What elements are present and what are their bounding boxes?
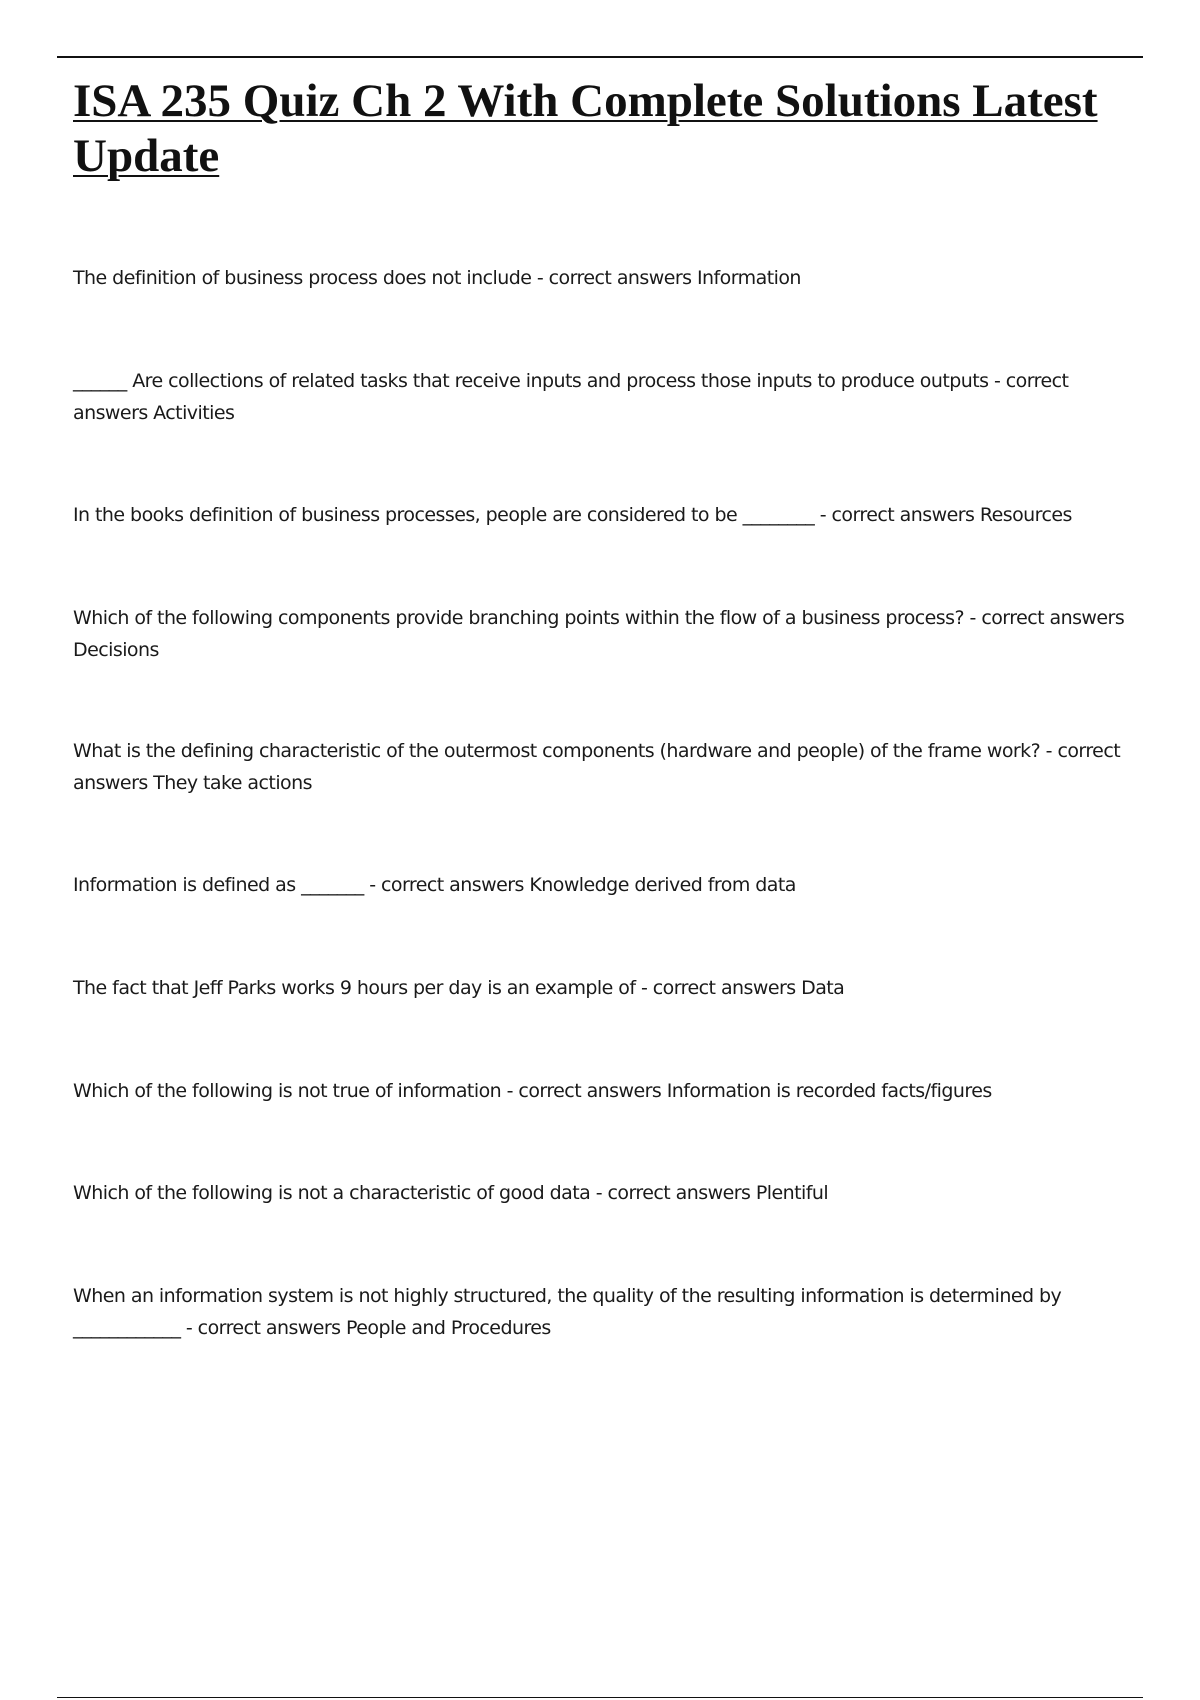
qa-item: Information is defined as _______ - correct answers Knowledge derived from data — [73, 874, 796, 896]
top-divider — [57, 56, 1143, 58]
qa-item: Which of the following components provide branching points within the flow of a business process? - correct answers Decisions — [73, 607, 1125, 661]
qa-item: The fact that Jeff Parks works 9 hours per day is an example of - correct answers Data — [73, 977, 845, 999]
document-title: ISA 235 Quiz Ch 2 With Complete Solutions Latest Update — [73, 75, 1098, 182]
qa-item: When an information system is not highly structured, the quality of the resulting information is determined by ____________ - correct answers People and Procedures — [73, 1285, 1062, 1339]
qa-item: The definition of business process does not include - correct answers Information — [73, 267, 801, 289]
qa-item: What is the defining characteristic of the outermost components (hardware and people) of the frame work? - correct answers They take actions — [73, 740, 1121, 794]
qa-item: In the books definition of business processes, people are considered to be ________ - correct answers Resources — [73, 504, 1072, 526]
qa-item: Which of the following is not a characteristic of good data - correct answers Plentiful — [73, 1182, 829, 1204]
qa-item: ______ Are collections of related tasks that receive inputs and process those inputs to produce outputs - correct answers Activities — [73, 370, 1069, 424]
bottom-divider — [57, 1697, 1143, 1698]
qa-item: Which of the following is not true of information - correct answers Information is recorded facts/figures — [73, 1080, 992, 1102]
